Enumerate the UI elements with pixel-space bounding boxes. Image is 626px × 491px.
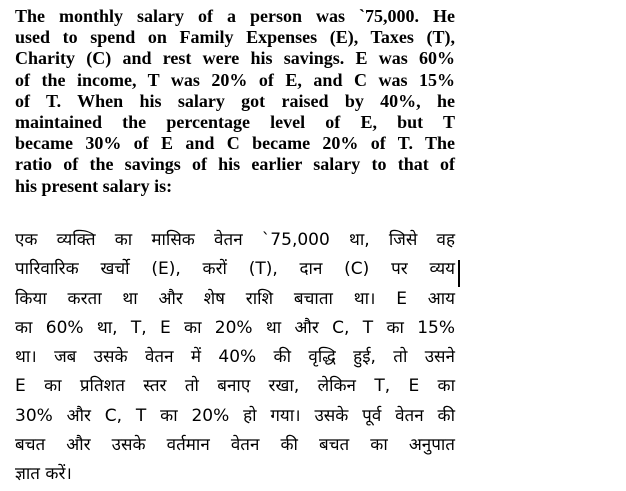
text-cursor	[458, 260, 460, 287]
hindi-question-line: बचत और उसके वर्तमान वेतन की बचत का अनुपात	[15, 435, 455, 456]
english-question-line: maintained the percentage level of E, but T	[15, 111, 455, 132]
hindi-question-line: का 60% था, T, E का 20% था और C, T का 15%	[15, 317, 455, 338]
hindi-question-line: 30% और C, T का 20% हो गया। उसके पूर्व वेतन की	[15, 405, 455, 426]
english-question-line: The monthly salary of a person was `75,000. He	[15, 6, 455, 26]
hindi-question-line: था। जब उसके वेतन में 40% की वृद्धि हुई, तो उसने	[15, 347, 455, 368]
english-question-line: Charity (C) and rest were his savings. E was 60%	[15, 48, 455, 69]
english-question-line: his present salary is:	[15, 175, 173, 196]
hindi-question-line: पारिवारिक खर्चो (E), करों (T), दान (C) पर व्यय	[15, 259, 455, 280]
hindi-question-line: ज्ञात करें।	[15, 464, 72, 485]
english-question-line: became 30% of E and C became 20% of T. The	[15, 133, 455, 154]
english-question-line: used to spend on Family Expenses (E), Taxes (T),	[15, 27, 455, 48]
hindi-question-line: एक व्यक्ति का मासिक वेतन `75,000 था, जिसे वह	[15, 230, 455, 250]
english-question-line: of the income, T was 20% of E, and C was 15%	[15, 69, 455, 90]
hindi-question-line: किया करता था और शेष राशि बचाता था। E आय	[15, 288, 455, 309]
english-question-line: ratio of the savings of his earlier salary to that of	[15, 154, 455, 175]
english-question	[15, 6, 455, 197]
hindi-question	[15, 226, 455, 490]
hindi-question-line: E का प्रतिशत स्तर तो बनाए रखा, लेकिन T, E का	[15, 376, 455, 397]
english-question-line: of T. When his salary got raised by 40%, he	[15, 90, 455, 111]
